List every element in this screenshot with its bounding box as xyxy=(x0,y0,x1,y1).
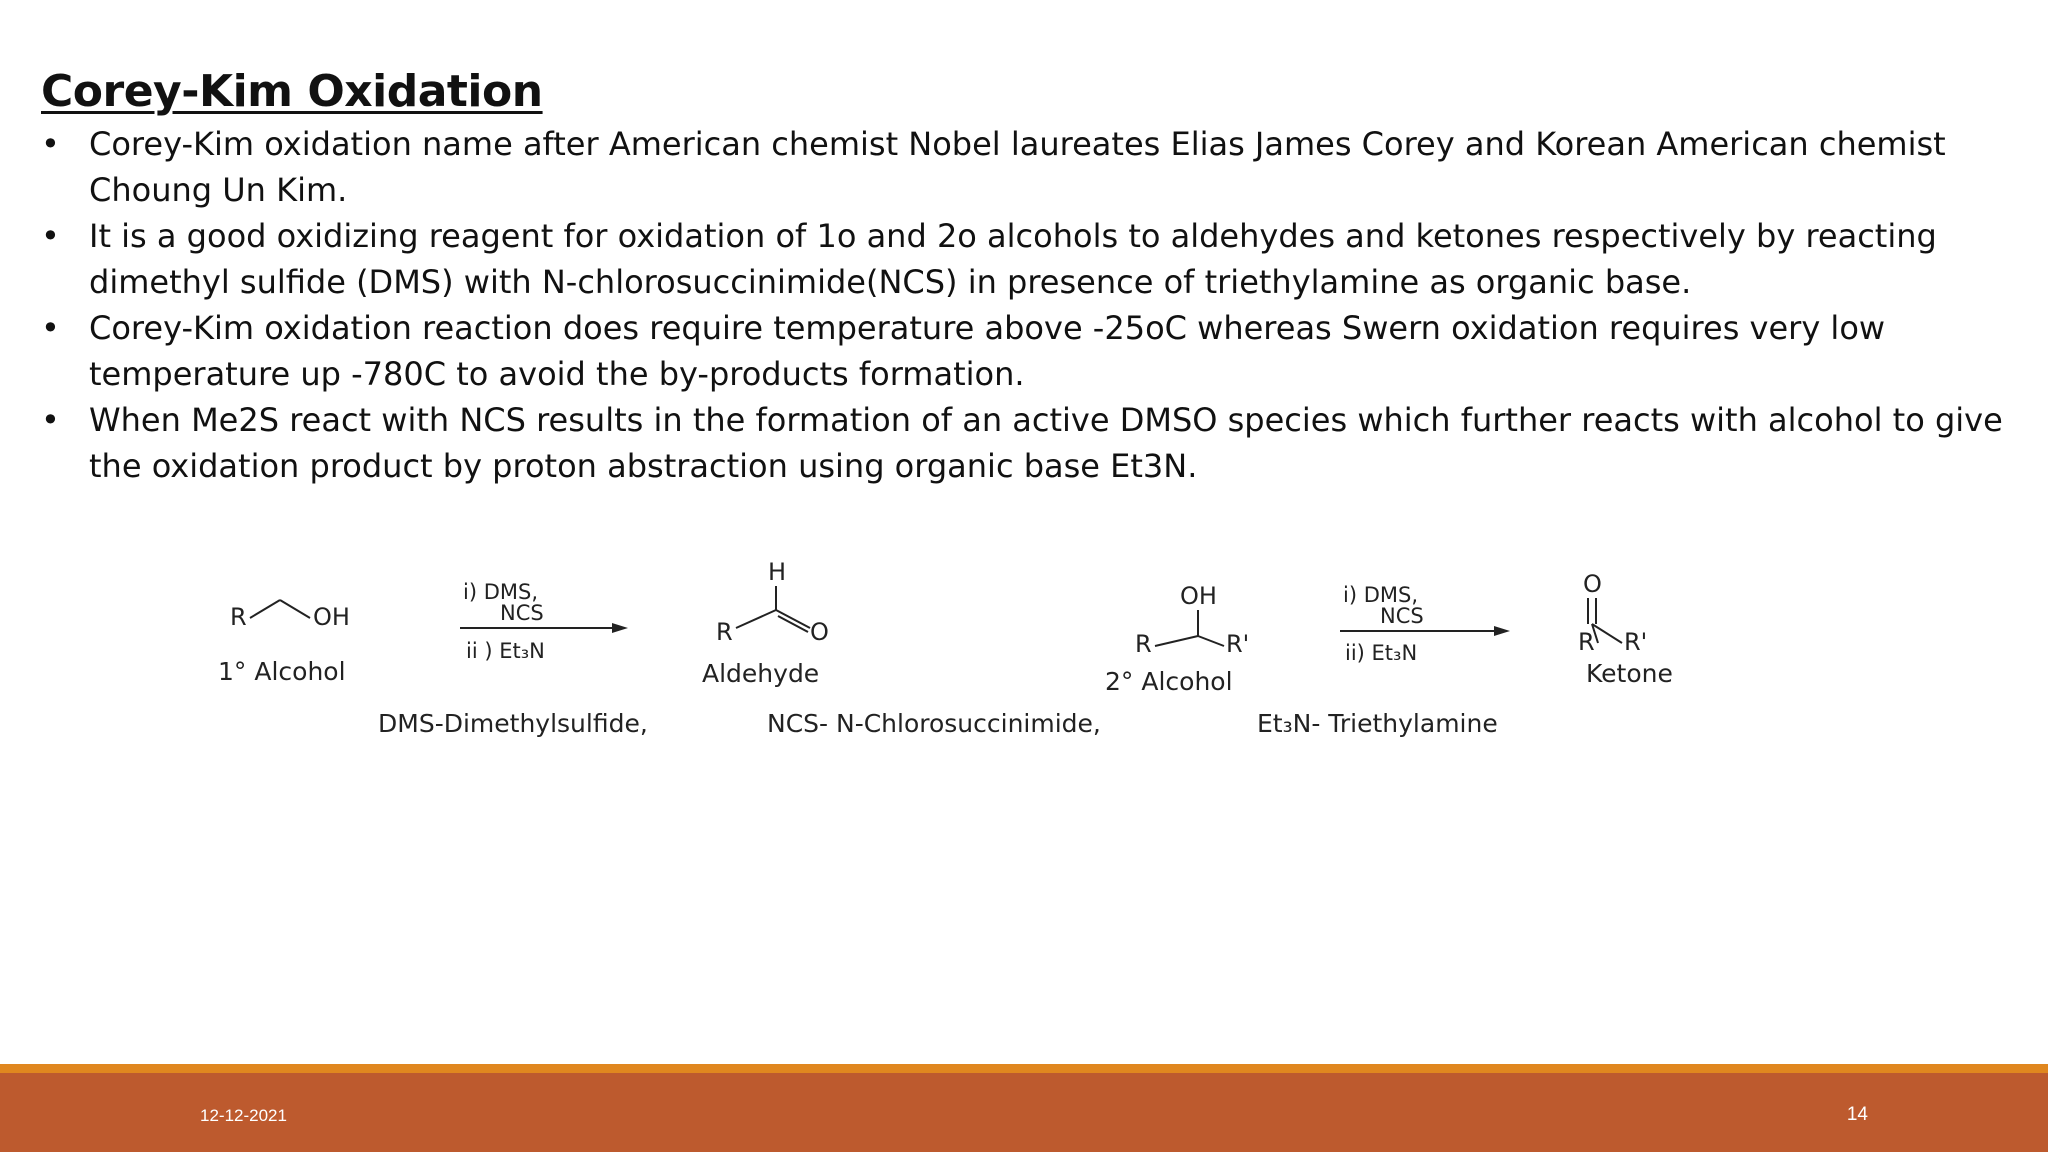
reaction-scheme xyxy=(180,540,1730,760)
r-prime-label: R' xyxy=(1226,630,1250,658)
page-number: 14 xyxy=(1846,1104,1868,1125)
reaction-arrow-2 xyxy=(1340,583,1510,665)
oxygen-label: O xyxy=(810,618,829,646)
bond xyxy=(736,610,776,628)
hydroxyl-label: OH xyxy=(1180,582,1217,610)
hydrogen-label: H xyxy=(768,558,787,586)
reagent-ncs: NCS xyxy=(1380,604,1424,628)
bullet-text: Corey-Kim oxidation reaction does require temperature above -25oC whereas Swern oxidation requires very low temperature up -780C to avoid the by-products formation. xyxy=(89,309,1886,393)
abbreviation-legend xyxy=(378,709,1498,738)
bond xyxy=(1155,636,1198,646)
legend-dms: DMS-Dimethylsulfide, xyxy=(378,709,648,738)
r-prime-label: R' xyxy=(1624,628,1648,656)
bullet-item xyxy=(41,305,2021,397)
reaction-arrow-1 xyxy=(460,580,628,663)
footer-band xyxy=(0,1073,2048,1152)
product-name: Ketone xyxy=(1586,659,1673,688)
product-name: Aldehyde xyxy=(702,659,820,688)
slide-title: Corey-Kim Oxidation xyxy=(41,66,543,117)
reactant-name: 2° Alcohol xyxy=(1105,667,1233,696)
bullet-item xyxy=(41,121,2021,213)
bullet-symbol: • xyxy=(41,125,60,163)
arrow-head-icon xyxy=(1494,626,1510,636)
reagent-step-2: ii) Et₃N xyxy=(1345,641,1418,665)
reagent-step-2: ii ) Et₃N xyxy=(466,639,545,663)
bullet-list xyxy=(41,121,2021,489)
primary-alcohol-structure xyxy=(218,600,350,686)
bullet-text: When Me2S react with NCS results in the formation of an active DMSO species which further reacts with alcohol to give the oxidation product by proton abstraction using organic base Et3N. xyxy=(89,401,2003,485)
r-group-label: R xyxy=(1578,628,1595,656)
reagent-ncs: NCS xyxy=(500,601,544,625)
aldehyde-structure xyxy=(702,558,829,688)
r-group-label: R xyxy=(230,603,247,631)
legend-et3n: Et₃N- Triethylamine xyxy=(1257,709,1498,738)
r-group-label: R xyxy=(716,618,733,646)
footer-date: 12-12-2021 xyxy=(200,1106,287,1125)
legend-ncs: NCS- N-Chlorosuccinimide, xyxy=(767,709,1101,738)
bond xyxy=(250,600,280,618)
bullet-symbol: • xyxy=(41,401,60,439)
oxygen-label: O xyxy=(1583,570,1602,598)
double-bond xyxy=(776,610,810,628)
reagent-step-1: i) DMS, xyxy=(463,580,538,604)
secondary-alcohol-structure xyxy=(1105,582,1249,696)
r-group-label: R xyxy=(1135,630,1152,658)
bullet-item xyxy=(41,213,2021,305)
bullet-symbol: • xyxy=(41,309,60,347)
reagent-step-1: i) DMS, xyxy=(1343,583,1418,607)
footer-accent-line xyxy=(0,1064,2048,1073)
bond xyxy=(280,600,310,618)
ketone-structure xyxy=(1578,570,1673,688)
hydroxyl-label: OH xyxy=(313,603,350,631)
bullet-symbol: • xyxy=(41,217,60,255)
reactant-name: 1° Alcohol xyxy=(218,657,346,686)
bullet-text: It is a good oxidizing reagent for oxidation of 1o and 2o alcohols to aldehydes and ketones respectively by reacting dimethyl sulfide (DMS) with N-chlorosuccinimide(NCS) in presence of triethylamine as organic base. xyxy=(89,217,1937,301)
bond xyxy=(1198,636,1224,646)
bullet-text: Corey-Kim oxidation name after American chemist Nobel laureates Elias James Corey and Korean American chemist Choung Un Kim. xyxy=(89,125,1946,209)
bullet-item xyxy=(41,397,2021,489)
arrow-head-icon xyxy=(612,623,628,633)
